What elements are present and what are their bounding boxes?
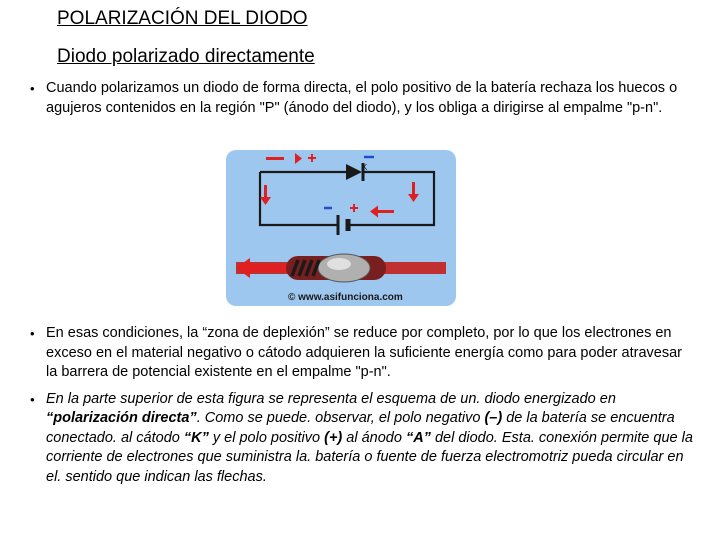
bullet3-bold-2: (–) — [484, 410, 503, 426]
diode-diagram — [226, 150, 456, 306]
bullet3-text-2: . Como se puede. observar, el polo negativo — [196, 410, 485, 426]
bullet-list-top — [30, 79, 695, 118]
diode-circuit-svg — [226, 150, 456, 306]
plus-sign-top — [308, 154, 316, 162]
bullet3-text-6: del diodo. Esta. conexión permite que la corriente de electrones que suministra la. batería o fuente de fuerza electromotriz pueda circular en el. sentido que indican las flechas. — [46, 429, 693, 485]
bullet3-text-5: al ánodo — [342, 429, 406, 446]
bullet3-bold-1: “polarización directa” — [46, 410, 197, 426]
bullet-item-1: • Cuando polarizamos un diodo de forma directa, el polo positivo de la batería rechaza los huecos o agujeros contenidos en la región "P" (ánodo del diodo), y los obliga a dirigirse al empalme "p-n". — [30, 79, 695, 118]
bullet3-bold-4: (+) — [324, 429, 343, 446]
current-arrows — [260, 153, 419, 218]
figure-credit: © www.asifunciona.com — [288, 292, 403, 303]
bullet-item-2: • En esas condiciones, la “zona de deplexión” se reduce por completo, por lo que los electrones en exceso en el material negativo o cátodo adquieren la suficiente energía como para poder atravesar la barrera de potencial existente en el empalme "p-n". — [30, 324, 695, 383]
bullet3-text-3: de la batería se encuentra conectado. al cátodo — [46, 410, 675, 446]
bullet3-text-1: En la parte superior de esta figura se representa el esquema de un. diodo energizado en — [46, 390, 616, 407]
bullet3-bold-5: “A” — [405, 429, 431, 446]
cathode-label: K — [362, 163, 368, 172]
section-subtitle: Diodo polarizado directamente — [57, 46, 315, 67]
bullet-list-bottom — [30, 324, 695, 494]
bullet-item-3 — [30, 390, 695, 488]
bullet3-text-4: y el polo positivo — [208, 429, 325, 446]
page-title: POLARIZACIÓN DEL DIODO — [57, 8, 308, 29]
bullet3-bold-3: “K” — [183, 429, 209, 446]
plus-sign-battery — [350, 204, 358, 212]
battery-symbol — [338, 215, 348, 235]
diode-cross-section — [236, 254, 446, 282]
